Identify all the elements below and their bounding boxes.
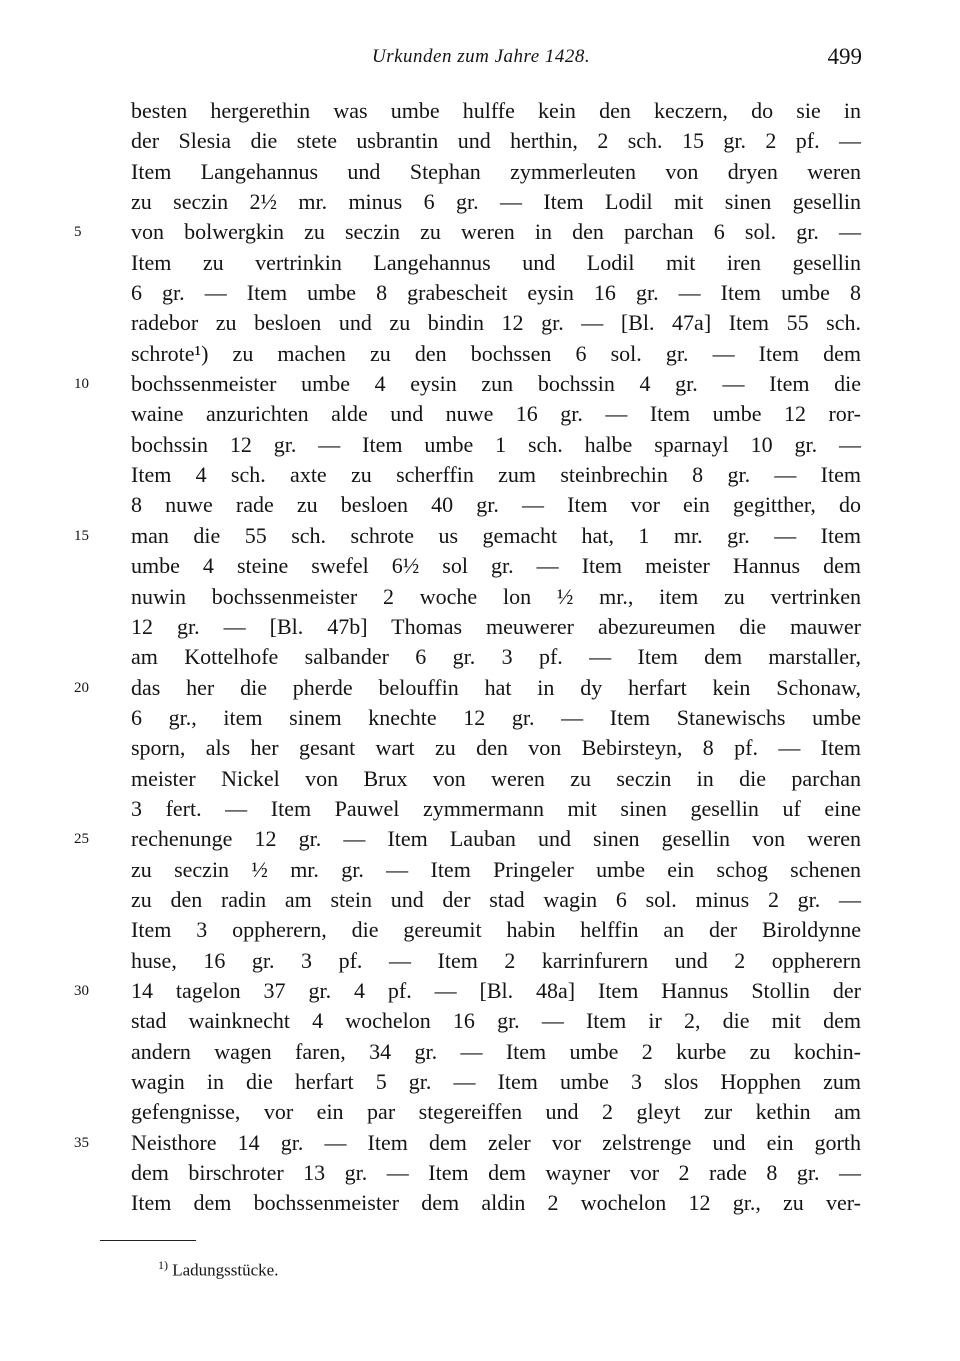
text-line [0,96,960,126]
text-line [0,642,960,672]
line-number: 15 [74,527,89,544]
line-number: 20 [74,679,89,696]
page-number: 499 [827,44,862,69]
text-line [0,612,960,642]
line-text: stad wainknecht 4 wochelon 16 gr. — Item ir 2, die mit dem [131,1008,861,1034]
text-line [0,673,960,703]
line-text: Item 4 sch. axte zu scherffin zum steinbrechin 8 gr. — Item [131,462,861,488]
text-line [0,278,960,308]
line-text: der Slesia die stete usbrantin und herthin, 2 sch. 15 gr. 2 pf. — [131,128,861,154]
text-line [0,946,960,976]
line-text: Item 3 oppherern, die gereumit habin helffin an der Biroldynne [131,917,861,943]
text-line [0,1037,960,1067]
line-text: 3 fert. — Item Pauwel zymmermann mit sinen gesellin uf eine [131,795,861,821]
text-line [0,399,960,429]
text-line [0,157,960,187]
text-line [0,976,960,1006]
line-number: 25 [74,831,89,848]
line-text: 14 tagelon 37 gr. 4 pf. — [Bl. 48a] Item Hannus Stollin der [131,977,861,1003]
line-number: 10 [74,376,89,393]
line-text: umbe 4 steine swefel 6½ sol gr. — Item meister Hannus dem [131,553,861,579]
line-text: schrote¹) zu machen zu den bochssen 6 sol. gr. — Item dem [131,340,861,366]
line-text: am Kottelhofe salbander 6 gr. 3 pf. — Item dem marstaller, [131,644,861,670]
line-text: waine anzurichten alde und nuwe 16 gr. — Item umbe 12 ror- [131,401,861,427]
line-text: 6 gr. — Item umbe 8 grabescheit eysin 16 gr. — Item umbe 8 [131,280,861,306]
text-line [0,248,960,278]
footnote-text: Ladungsstücke. [172,1260,279,1280]
text-line [0,582,960,612]
line-text: Item zu vertrinkin Langehannus und Lodil mit iren gesellin [131,249,861,275]
text-line [0,490,960,520]
line-text: dem birschroter 13 gr. — Item dem wayner vor 2 rade 8 gr. — [131,1160,861,1186]
text-line [0,369,960,399]
text-line [0,460,960,490]
line-text: rechenunge 12 gr. — Item Lauban und sinen gesellin von weren [131,826,861,852]
text-line [0,733,960,763]
line-text: bochssin 12 gr. — Item umbe 1 sch. halbe sparnayl 10 gr. — [131,431,861,457]
text-line [0,187,960,217]
line-number: 5 [74,224,82,241]
text-line [0,1128,960,1158]
footnote-rule [100,1240,196,1241]
line-text: andern wagen faren, 34 gr. — Item umbe 2 kurbe zu kochin- [131,1038,861,1064]
line-text: gefengnisse, vor ein par stegereiffen und 2 gleyt zur kethin am [131,1099,861,1125]
line-text: zu seczin 2½ mr. minus 6 gr. — Item Lodil mit sinen gesellin [131,189,861,215]
text-line [0,339,960,369]
text-line [0,521,960,551]
line-text: meister Nickel von Brux von weren zu seczin in die parchan [131,765,861,791]
line-number: 30 [74,982,89,999]
text-line [0,824,960,854]
text-line [0,855,960,885]
text-line [0,1188,960,1218]
text-line [0,1067,960,1097]
line-text: 6 gr., item sinem knechte 12 gr. — Item Stanewischs umbe [131,704,861,730]
line-text: zu den radin am stein und der stad wagin 6 sol. minus 2 gr. — [131,886,861,912]
line-text: Neisthore 14 gr. — Item dem zeler vor zelstrenge und ein gorth [131,1129,861,1155]
line-text: sporn, als her gesant wart zu den von Bebirsteyn, 8 pf. — Item [131,735,861,761]
text-line [0,308,960,338]
line-text: man die 55 sch. schrote us gemacht hat, 1 mr. gr. — Item [131,522,861,548]
line-text: Item dem bochssenmeister dem aldin 2 wochelon 12 gr., zu ver- [131,1190,861,1216]
text-line [0,1158,960,1188]
line-text: von bolwergkin zu seczin zu weren in den parchan 6 sol. gr. — [131,219,861,245]
text-line [0,430,960,460]
footnote [158,1258,278,1281]
text-line [0,703,960,733]
line-text: 12 gr. — [Bl. 47b] Thomas meuwerer abezureumen die mauwer [131,613,861,639]
line-text: zu seczin ½ mr. gr. — Item Pringeler umbe ein schog schenen [131,856,861,882]
text-line [0,794,960,824]
text-line [0,764,960,794]
text-line [0,1097,960,1127]
text-line [0,126,960,156]
text-line [0,1006,960,1036]
line-text: Item Langehannus und Stephan zymmerleuten von dryen weren [131,158,861,184]
text-line [0,551,960,581]
line-text: besten hergerethin was umbe hulffe kein den keczern, do sie in [131,98,861,123]
text-line [0,915,960,945]
line-text: das her die pherde belouffin hat in dy herfart kein Schonaw, [131,674,861,700]
text-line [0,217,960,247]
line-text: 8 nuwe rade zu besloen 40 gr. — Item vor ein gegitther, do [131,492,861,518]
line-text: bochssenmeister umbe 4 eysin zun bochssin 4 gr. — Item die [131,371,861,397]
line-text: huse, 16 gr. 3 pf. — Item 2 karrinfurern und 2 oppherern [131,947,861,973]
line-text: wagin in die herfart 5 gr. — Item umbe 3 slos Hopphen zum [131,1069,861,1094]
line-text: nuwin bochssenmeister 2 woche lon ½ mr., item zu vertrinken [131,583,861,609]
text-line [0,885,960,915]
footnote-mark: 1) [158,1258,168,1272]
running-title: Urkunden zum Jahre 1428. [372,46,591,67]
running-head [0,44,960,74]
line-number: 35 [74,1134,89,1151]
line-text: radebor zu besloen und zu bindin 12 gr. — [Bl. 47a] Item 55 sch. [131,310,861,336]
body-text [0,96,960,1219]
